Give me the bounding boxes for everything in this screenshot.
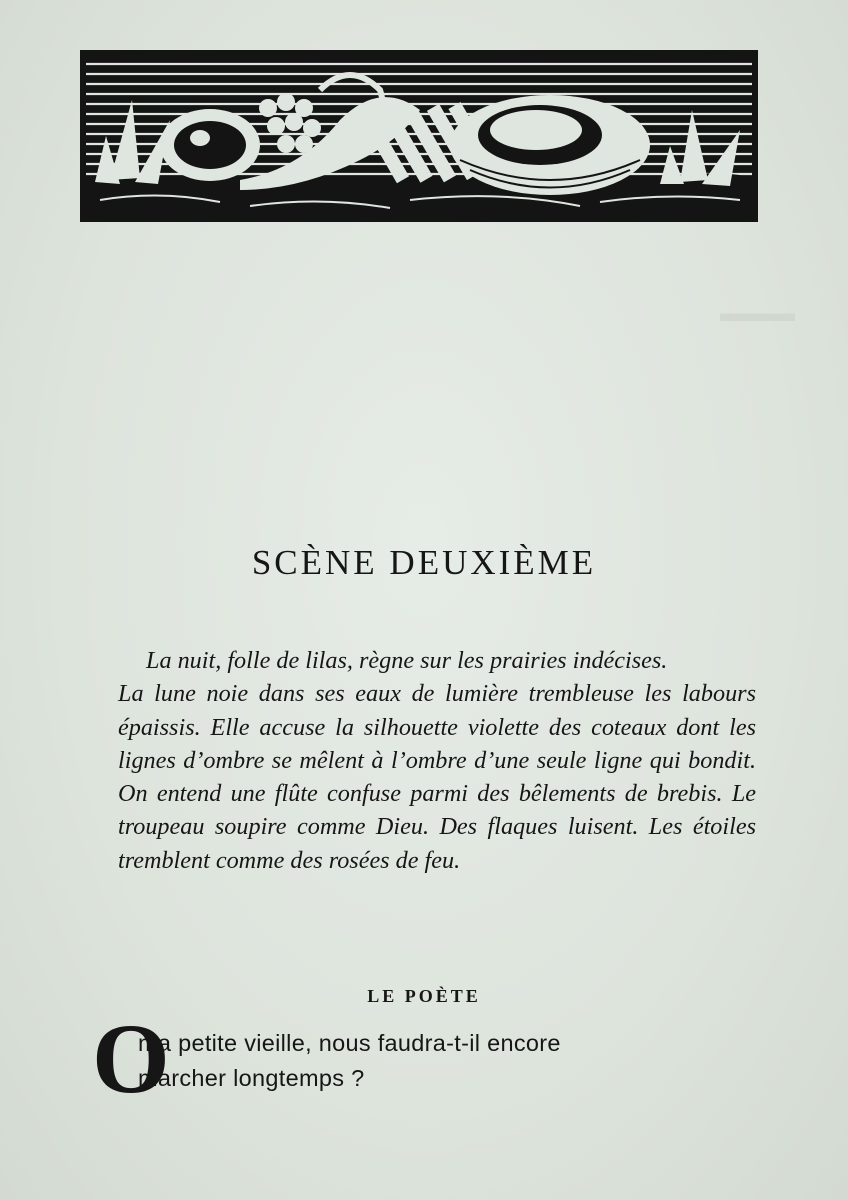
stage-direction-line: La lune noie dans ses eaux de lumière trembleuse les: [118, 680, 672, 708]
woodcut-vignette-icon: [80, 50, 758, 222]
scene-title: SCÈNE DEUXIÈME: [251, 543, 597, 583]
stage-direction-line: des bêlements de brebis. Le troupeau soupire comme Dieu.: [118, 780, 757, 841]
speech-text: [138, 1026, 738, 1096]
speech-line: ma petite vieille, nous faudra-t-il encore: [138, 1030, 561, 1056]
show-through-text: ▬▬▬: [720, 300, 795, 327]
stage-direction-line: Des flaques luisent. Les étoiles tremblent comme des: [118, 813, 756, 874]
drop-cap: O: [92, 1003, 170, 1114]
stage-direction-line: La nuit, folle de lilas, règne sur les prairies indécises.: [146, 647, 668, 674]
stage-direction-line: coteaux dont les lignes d’ombre se mêlent à l’ombre d’une: [118, 713, 756, 774]
stage-direction-line: seule ligne qui bondit. On entend une flûte confuse parmi: [118, 746, 757, 808]
speaker-name: LE POÈTE: [367, 986, 481, 1006]
speech-line: marcher longtemps ?: [138, 1065, 365, 1091]
stage-direction-line: rosées de feu.: [328, 846, 461, 874]
stage-directions: [118, 644, 756, 877]
stage-direction-line: labours épaissis. Elle accuse la silhouette violette des: [118, 680, 756, 741]
